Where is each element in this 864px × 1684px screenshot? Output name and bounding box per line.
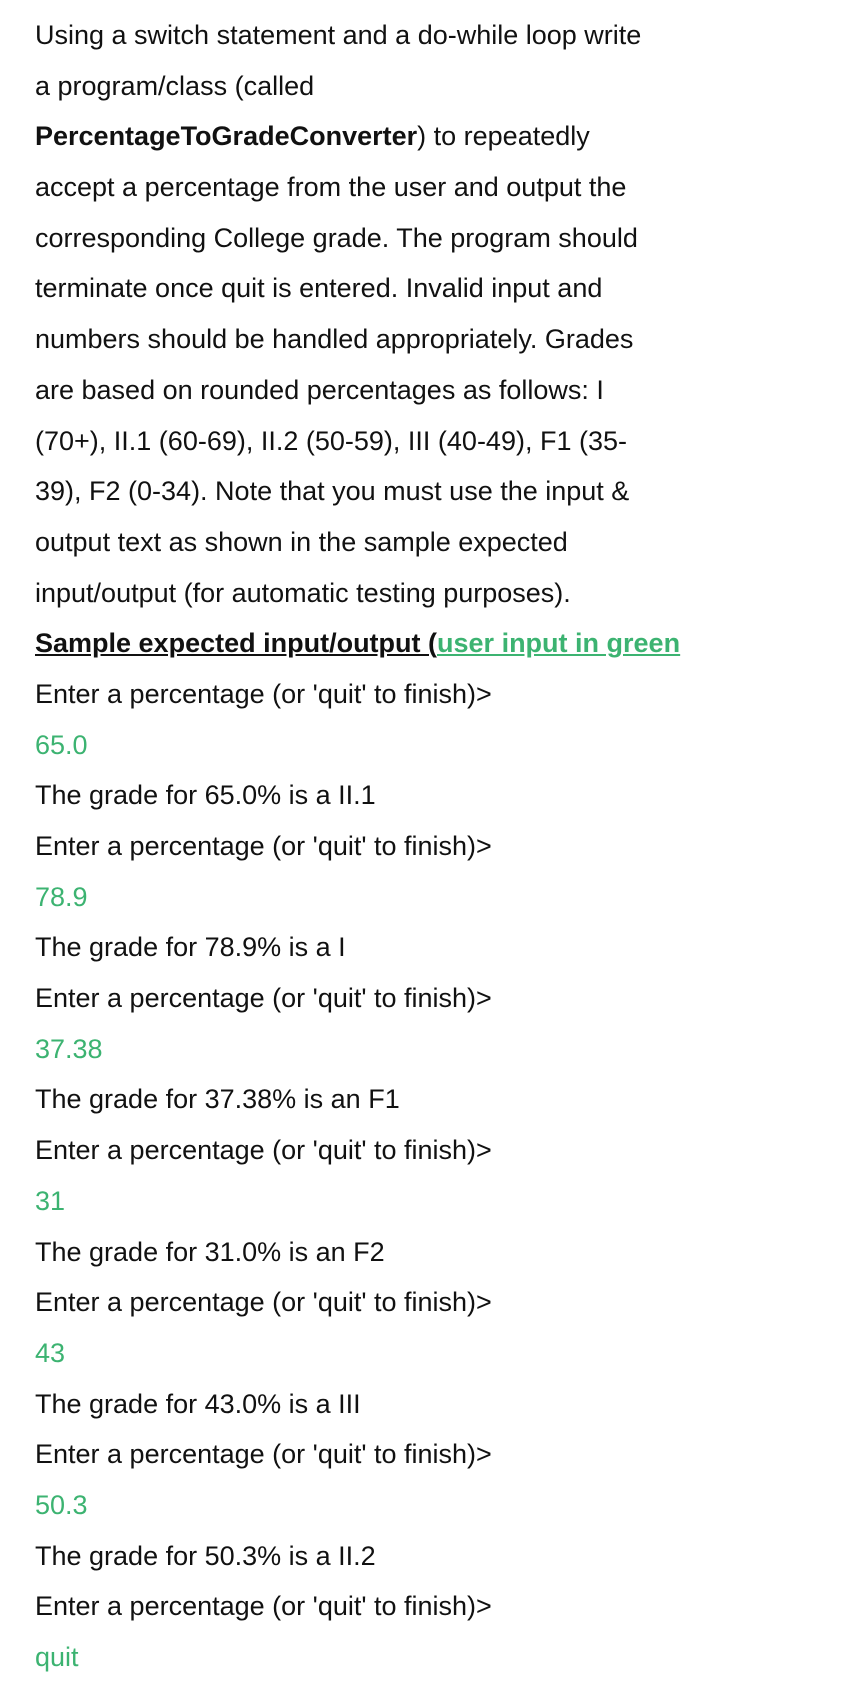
intro-line: (70+), II.1 (60-69), II.2 (50-59), III (40-49), F1 (35- [35, 425, 627, 456]
program-output-line: Enter a percentage (or 'quit' to finish)> [35, 1135, 492, 1166]
class-name: PercentageToGradeConverter [35, 121, 418, 152]
intro-line: 39), F2 (0-34). Note that you must use the input & [35, 476, 630, 507]
intro-line [35, 111, 735, 162]
intro-line: a program/class (called [35, 70, 315, 101]
user-input-line: quit [35, 1642, 79, 1672]
program-output-line: Enter a percentage (or 'quit' to finish)> [35, 1287, 492, 1318]
intro-line: accept a percentage from the user and output the [35, 172, 627, 203]
intro-line: terminate once quit is entered. Invalid input and [35, 273, 603, 304]
program-output-line: The grade for 37.38% is an F1 [35, 1084, 400, 1115]
program-output-line: Enter a percentage (or 'quit' to finish)> [35, 678, 492, 709]
program-output-line: The grade for 31.0% is an F2 [35, 1236, 385, 1267]
sample-output [35, 669, 735, 1683]
user-input-line: 43 [35, 1337, 66, 1368]
sample-heading-green: user input in green [437, 628, 681, 659]
program-output-line: The grade for 50.3% is a II.2 [35, 1540, 376, 1571]
program-output-line: Enter a percentage (or 'quit' to finish)> [35, 831, 492, 861]
intro-line: numbers should be handled appropriately. Grades [35, 324, 634, 355]
program-output-line: The grade for 65.0% is a II.1 [35, 780, 376, 811]
program-output-line: The grade for 43.0% is a III [35, 1388, 361, 1419]
user-input-line: 37.38 [35, 1033, 103, 1064]
user-input-line: 50.3 [35, 1489, 88, 1520]
document-body [35, 10, 735, 1683]
program-output-line: The grade for 78.9% is a I [35, 932, 346, 963]
intro-line: output text as shown in the sample expected [35, 526, 568, 557]
intro-line-rest: ) to repeatedly [417, 121, 590, 152]
sample-heading [35, 618, 735, 669]
intro-line: input/output (for automatic testing purposes). [35, 577, 571, 608]
program-output-line: Enter a percentage (or 'quit' to finish)> [35, 983, 492, 1014]
intro-line: corresponding College grade. The program should [35, 222, 638, 253]
user-input-line: 65.0 [35, 729, 88, 760]
user-input-line: 31 [35, 1185, 66, 1216]
intro-line: Using a switch statement and a do-while loop write [35, 20, 642, 50]
user-input-line: 78.9 [35, 881, 88, 912]
sample-heading-text: Sample expected input/output ( [35, 628, 438, 659]
program-output-line: Enter a percentage (or 'quit' to finish)> [35, 1439, 492, 1470]
program-output-line: Enter a percentage (or 'quit' to finish)> [35, 1591, 492, 1622]
intro-line: are based on rounded percentages as follows: I [35, 374, 604, 405]
